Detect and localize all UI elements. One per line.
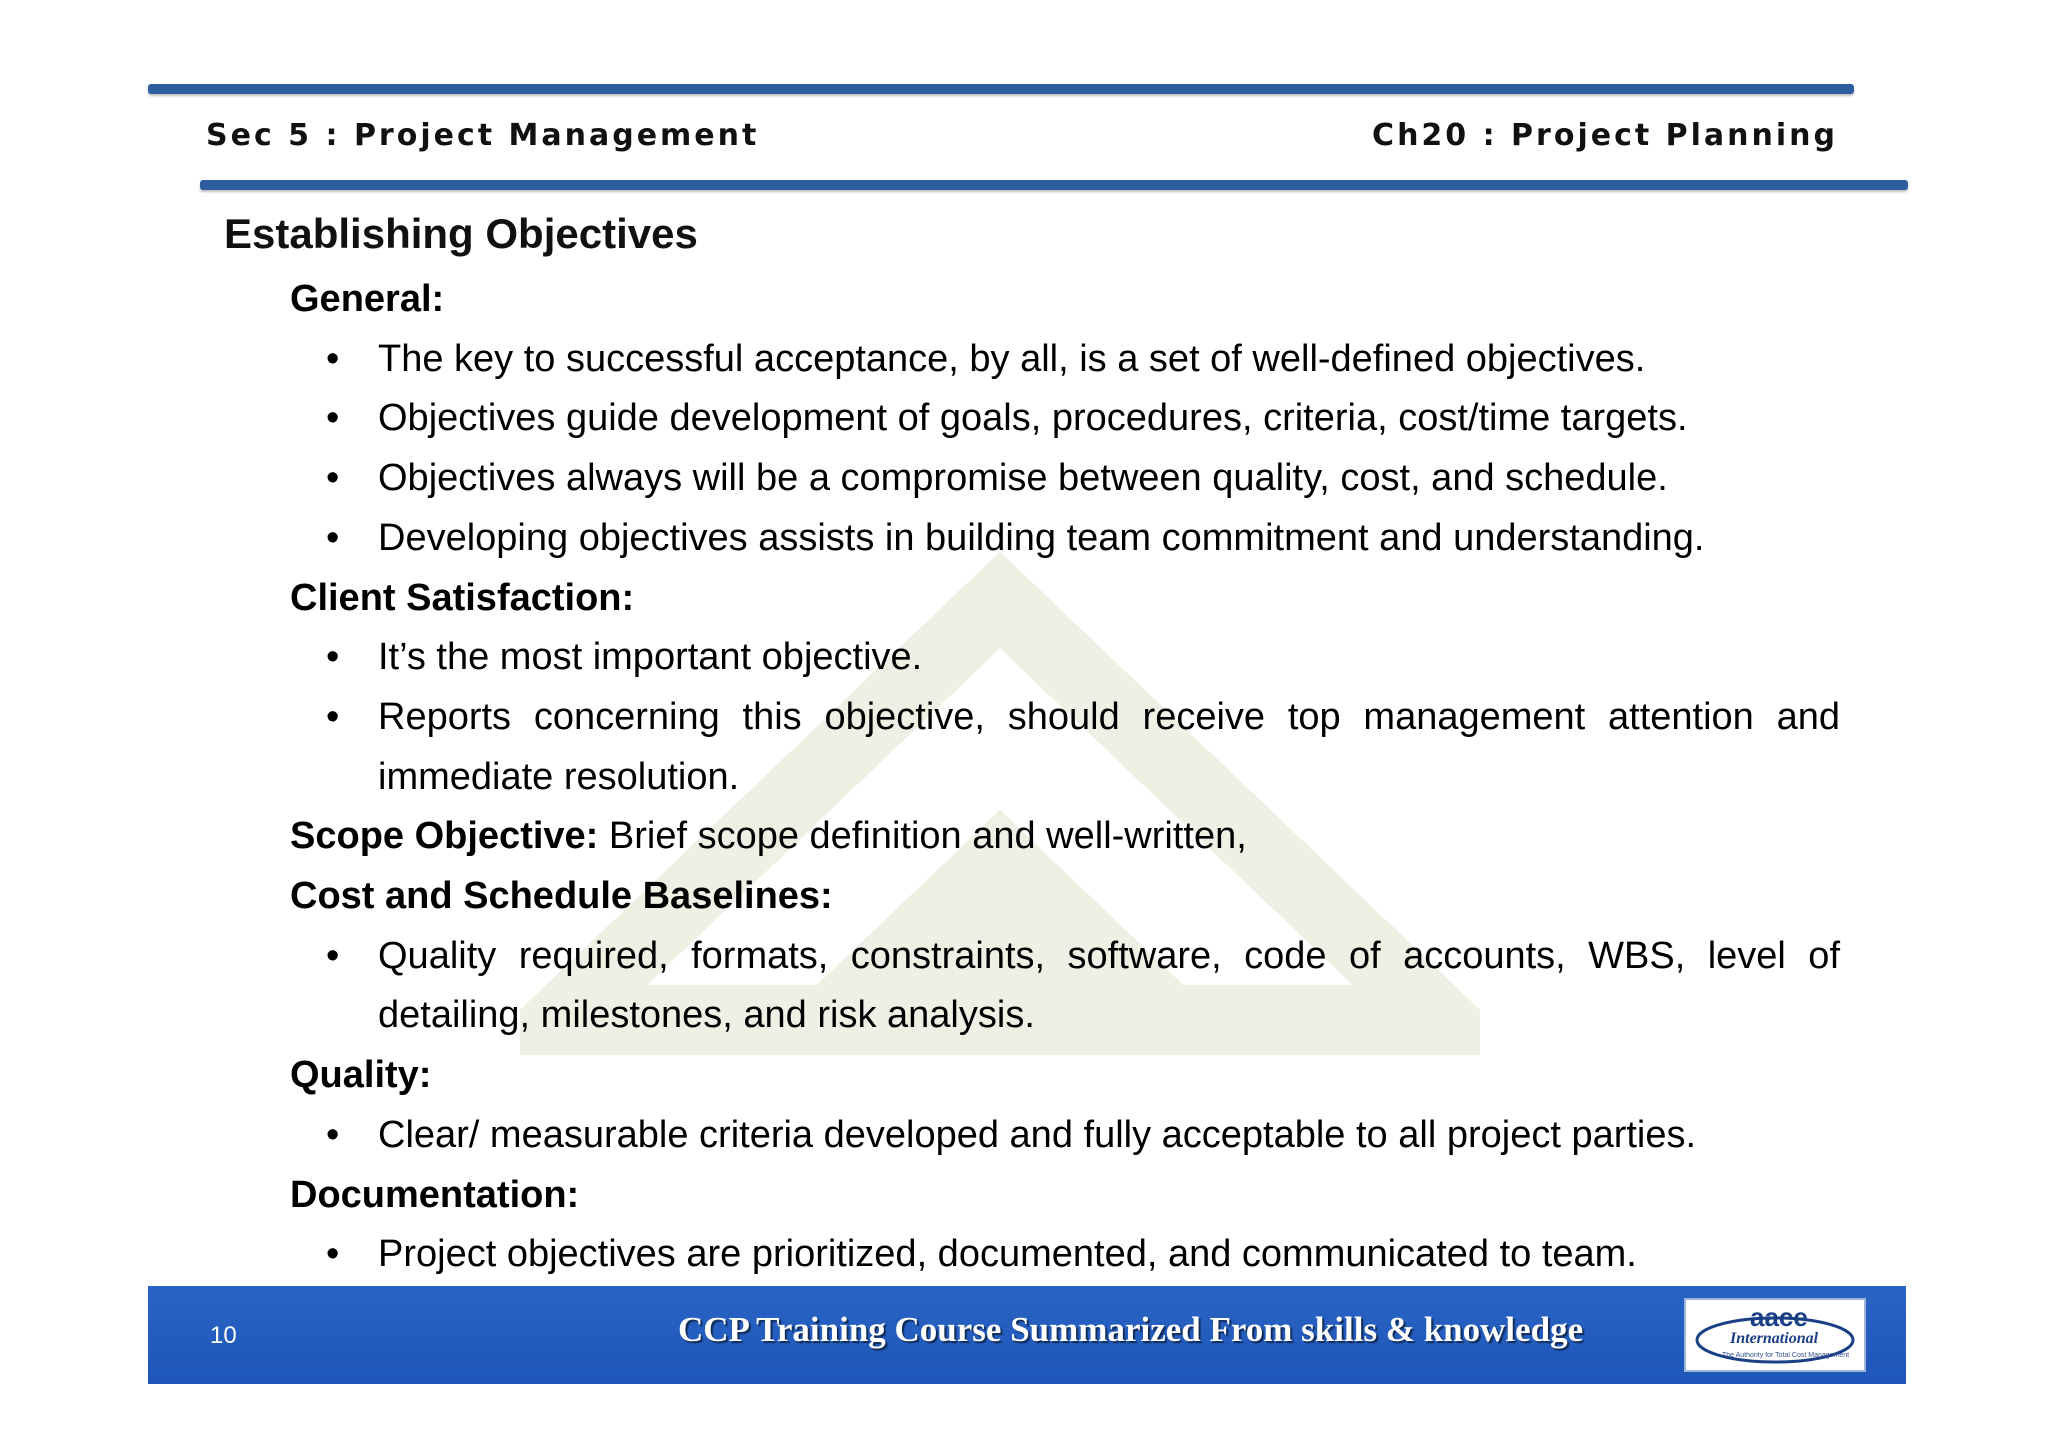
heading-quality: Quality: [290,1054,432,1097]
list-item [290,389,1840,449]
bullet-icon: • [326,516,340,559]
list-item [290,509,1840,569]
bullet-icon: • [326,1233,340,1276]
section-header [206,118,759,153]
section-header-text: Sec 5 : Project Management [206,118,760,153]
list-item [290,628,1840,688]
list-item [290,927,1840,1046]
heading-cost-schedule-baselines: Cost and Schedule Baselines: [290,875,833,918]
bullet-text: Objectives guide development of goals, procedures, criteria, cost/time targets. [378,397,1688,440]
logo-name: aace [1750,1302,1808,1332]
list-item [290,449,1840,509]
bullet-text: Quality required, formats, constraints, software, code of accounts, WBS, level of detailing, milestones, and risk analysis. [378,934,1840,1037]
bullet-text: Objectives always will be a compromise between quality, cost, and schedule. [378,457,1668,500]
bullet-icon: • [326,397,340,440]
heading-general: General: [290,278,445,320]
chapter-header [1372,118,1838,153]
heading-documentation: Documentation: [290,1173,580,1216]
bullet-text: Project objectives are prioritized, documented, and communicated to team. [378,1233,1637,1276]
bullet-text: The key to successful acceptance, by all, is a set of well-defined objectives. [378,337,1646,380]
bullet-icon: • [326,457,340,500]
heading-client-satisfaction: Client Satisfaction: [290,576,635,619]
heading-scope-objective [290,807,1840,867]
list-item [290,1225,1840,1285]
logo-tagline: The Authority for Total Cost Management [1722,1352,1850,1359]
bullet-text: Reports concerning this objective, should receive top management attention and immediate resolution. [378,695,1840,798]
bullet-icon: • [326,337,340,380]
aace-logo [1684,1298,1866,1372]
scope-objective-label: Scope Objective: [290,815,599,858]
header-rule [200,180,1908,190]
bullet-icon: • [326,1113,340,1156]
top-rule [148,84,1854,94]
slide-body [290,270,1840,1285]
scope-objective-text: Brief scope definition and well-written, [608,815,1247,858]
bullet-icon: • [326,636,340,679]
page-number: 10 [210,1322,237,1349]
footer-bar [148,1286,1906,1384]
chapter-header-text: Ch20 : Project Planning [1372,118,1838,153]
list-item [290,1106,1840,1166]
slide-title: Establishing Objectives [224,210,698,257]
bullet-icon: • [326,695,340,738]
bullet-text: Developing objectives assists in building team commitment and understanding. [378,516,1705,559]
logo-subtitle: International [1730,1330,1819,1347]
bullet-icon: • [326,934,340,977]
bullet-text: Clear/ measurable criteria developed and fully acceptable to all project parties. [378,1113,1697,1156]
list-item [290,688,1840,807]
list-item [290,330,1840,390]
bullet-text: It’s the most important objective. [378,636,923,679]
footer-text: CCP Training Course Summarized From skills & knowledge [678,1310,1584,1349]
